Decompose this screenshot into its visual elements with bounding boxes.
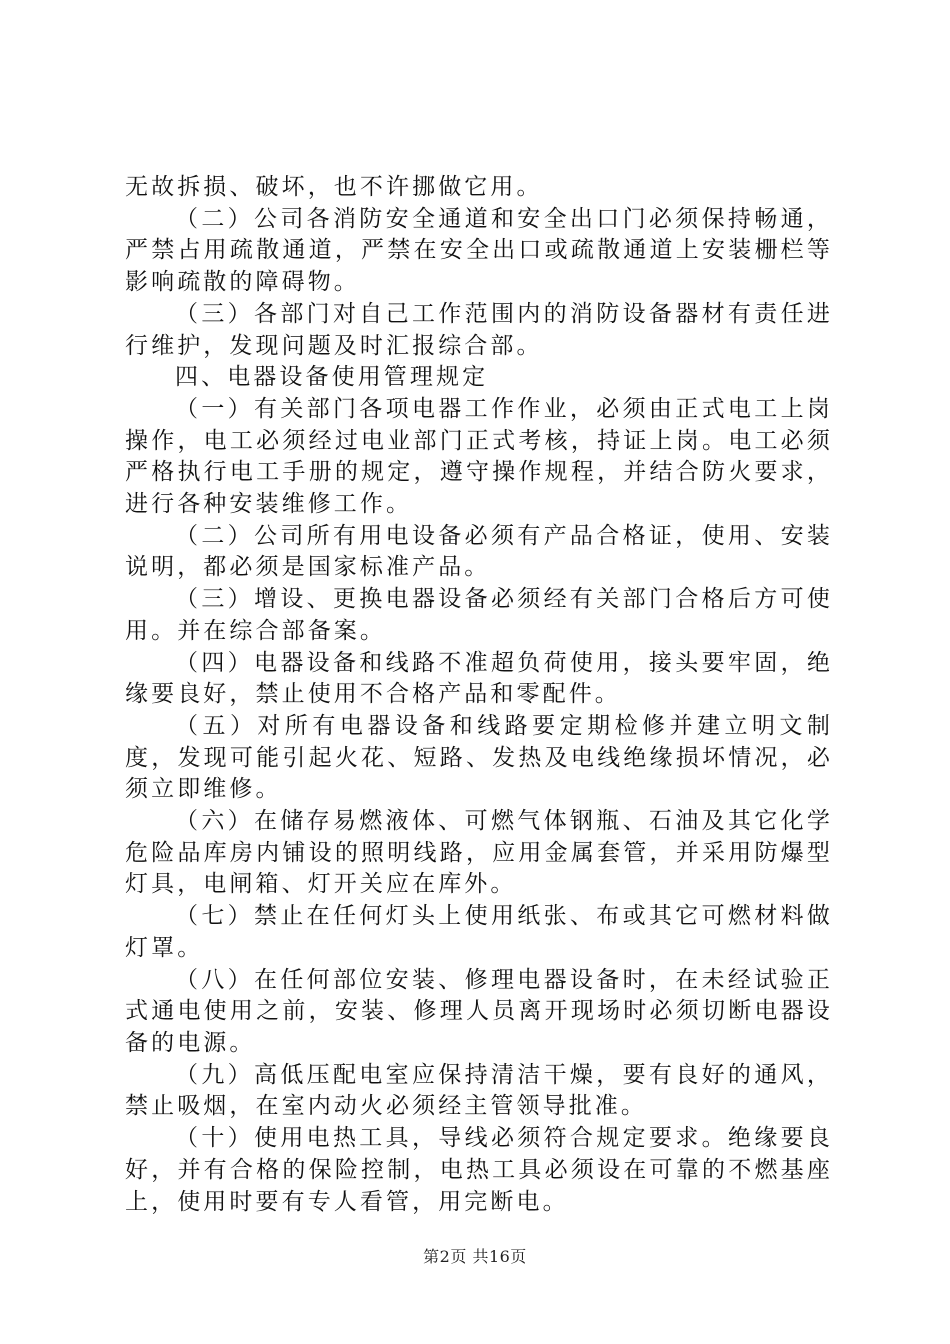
paragraph-item-4-6: （六）在储存易燃液体、可燃气体钢瓶、石油及其它化学危险品库房内铺设的照明线路，应用金属套管，并采用防爆型灯具，电闸箱、灯开关应在库外。 — [125, 808, 833, 898]
section-heading-4: 四、电器设备使用管理规定 — [175, 364, 489, 391]
page-number-footer: 第2页 共16页 — [423, 1247, 527, 1266]
paragraph-item-3-3: （三）各部门对自己工作范围内的消防设备器材有责任进行维护，发现问题及时汇报综合部。 — [125, 300, 833, 359]
paragraph-item-4-2: （二）公司所有用电设备必须有产品合格证，使用、安装说明，都必须是国家标准产品。 — [125, 522, 833, 581]
paragraph-item-4-5: （五）对所有电器设备和线路要定期检修并建立明文制度，发现可能引起火花、短路、发热及电线绝缘损坏情况，必须立即维修。 — [125, 712, 833, 803]
paragraph-item-3-2: （二）公司各消防安全通道和安全出口门必须保持畅通，严禁占用疏散通道，严禁在安全出口或疏散通道上安装栅栏等影响疏散的障碍物。 — [125, 205, 833, 296]
paragraph-item-4-4: （四）电器设备和线路不准超负荷使用，接头要牢固，绝缘要良好，禁止使用不合格产品和零配件。 — [125, 649, 833, 708]
paragraph-item-4-10: （十）使用电热工具，导线必须符合规定要求。绝缘要良好，并有合格的保险控制，电热工具必须设在可靠的不燃基座上，使用时要有专人看管，用完断电。 — [125, 1125, 833, 1215]
paragraph-item-4-8: （八）在任何部位安装、修理电器设备时，在未经试验正式通电使用之前，安装、修理人员离开现场时必须切断电器设备的电源。 — [125, 966, 833, 1056]
paragraph-item-4-1: （一）有关部门各项电器工作作业，必须由正式电工上岗操作，电工必须经过电业部门正式考核，持证上岗。电工必须严格执行电工手册的规定，遵守操作规程，并结合防火要求，进行各种安装维修工作。 — [125, 395, 833, 518]
paragraph-item-4-3: （三）增设、更换电器设备必须经有关部门合格后方可使用。并在综合部备案。 — [125, 586, 833, 644]
paragraph-item-4-7: （七）禁止在任何灯头上使用纸张、布或其它可燃材料做灯罩。 — [125, 903, 833, 961]
paragraph-continuation: 无故拆损、破坏，也不许挪做它用。 — [125, 174, 543, 200]
paragraph-item-4-9: （九）高低压配电室应保持清洁干燥，要有良好的通风，禁止吸烟，在室内动火必须经主管领导批准。 — [125, 1061, 833, 1120]
document-body — [125, 172, 833, 1218]
